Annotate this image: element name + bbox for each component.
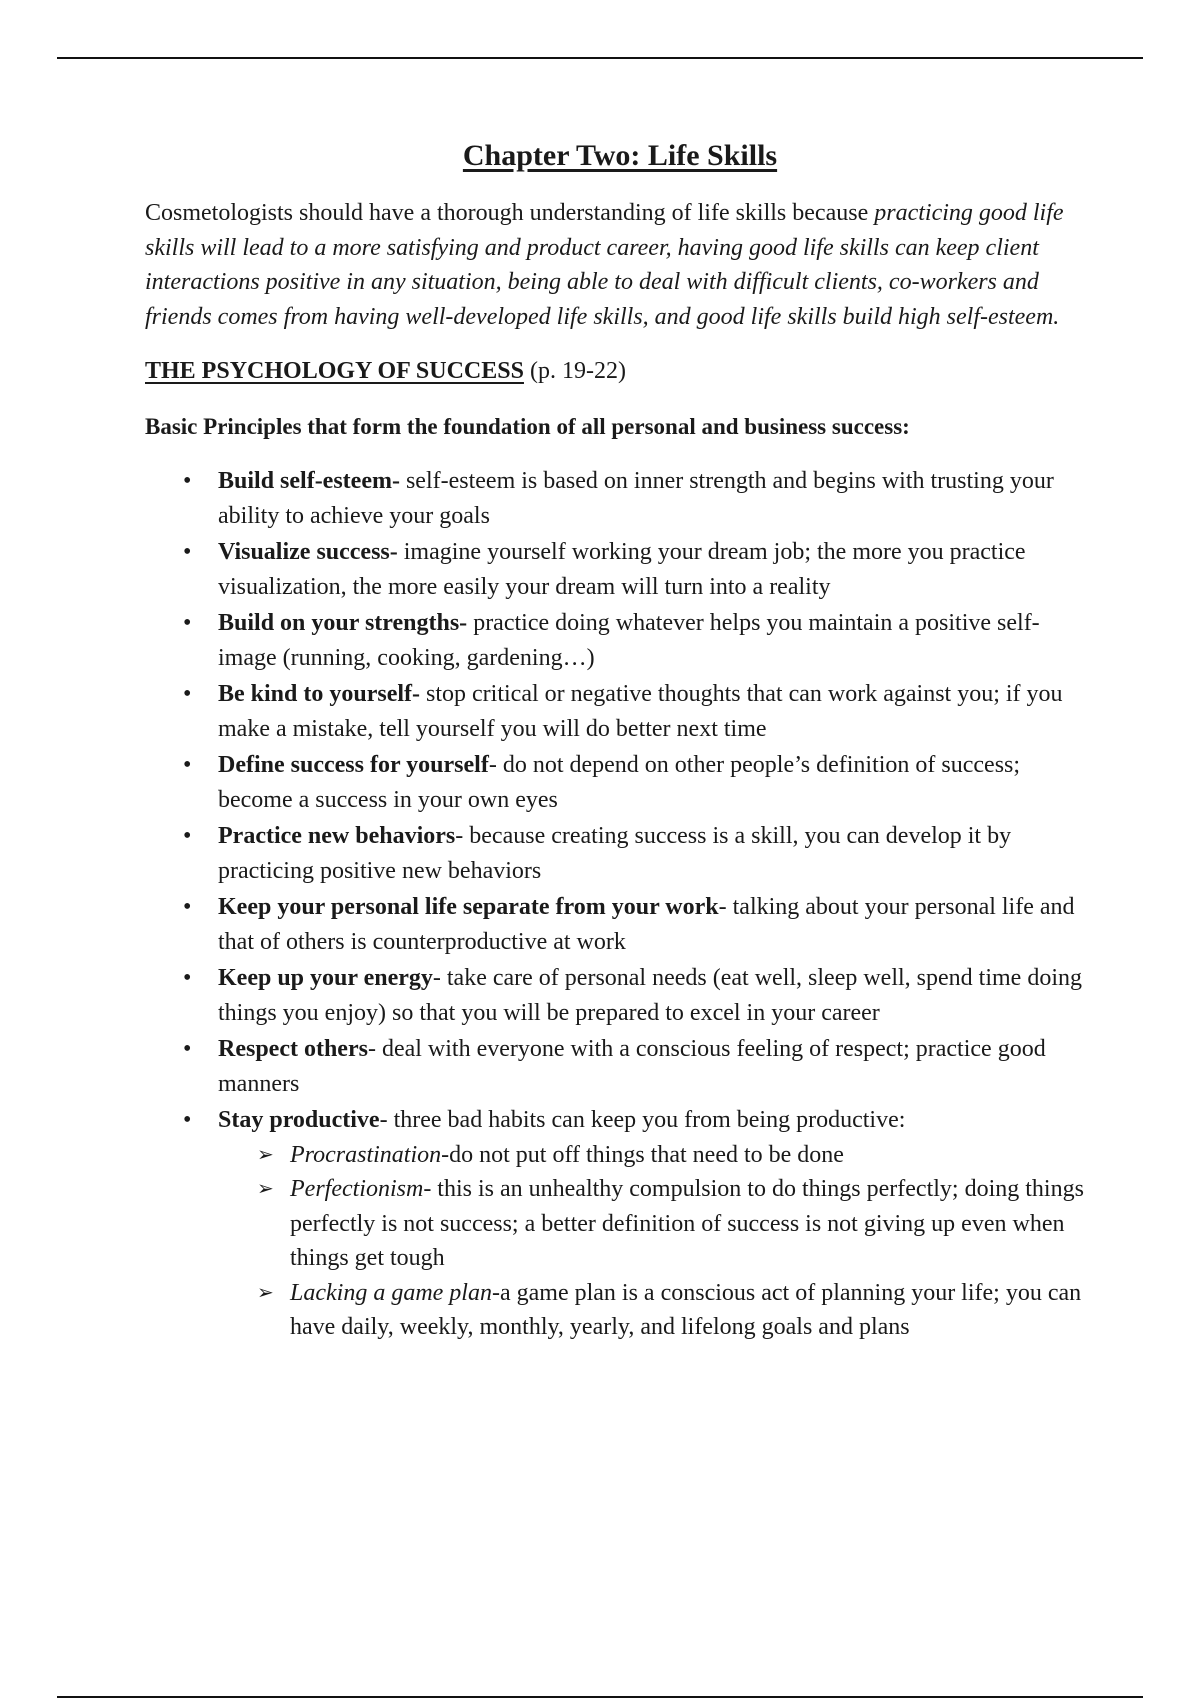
bullet-icon: • xyxy=(183,610,192,636)
list-item: • Keep up your energy- take care of personal needs (eat well, sleep well, spend time doing things you enjoy) so that you will be prepared to excel in your career xyxy=(145,961,1095,1030)
list-item: • Define success for yourself- do not depend on other people’s definition of success; become a success in your own eyes xyxy=(145,748,1095,817)
bullet-icon: • xyxy=(183,965,192,991)
bullet-icon: • xyxy=(183,894,192,920)
list-item: • Build self-esteem- self-esteem is based on inner strength and begins with trusting your ability to achieve your goals xyxy=(145,464,1095,533)
sub-list-item: ➢ Perfectionism- this is an unhealthy compulsion to do things perfectly; doing things perfectly is not success; a better definition of success is not giving up even when things get tough xyxy=(218,1172,1095,1276)
section-pages: (p. 19-22) xyxy=(523,358,626,384)
list-item: • Stay productive- three bad habits can keep you from being productive: ➢ Procrastination-do not put off things that need to be done ➢ Perfectionism- this is an unhealthy compulsion to do things perfectly; doing things perfectly is not success; a better definition of success is not giving up even when things get tough ➢ Lacking a game plan-a game plan is a conscious act of planning your life; you can have daily, weekly, monthly, yearly, and lifelong goals and plans xyxy=(145,1103,1095,1345)
list-item: • Visualize success- imagine yourself working your dream job; the more you practice visualization, the more easily your dream will turn into a reality xyxy=(145,535,1095,604)
bullet-icon: • xyxy=(183,468,192,494)
bad-habits-list xyxy=(218,1138,1095,1345)
arrow-bullet-icon: ➢ xyxy=(257,1178,274,1200)
bullet-icon: • xyxy=(183,1036,192,1062)
arrow-bullet-icon: ➢ xyxy=(257,1281,274,1304)
list-item: • Respect others- deal with everyone with a conscious feeling of respect; practice good manners xyxy=(145,1032,1095,1101)
sub-list-item: ➢ Procrastination-do not put off things that need to be done xyxy=(218,1138,1095,1173)
bullet-icon: • xyxy=(183,752,192,778)
bullet-icon: • xyxy=(183,823,192,849)
principles-list xyxy=(145,464,1095,1345)
bottom-rule xyxy=(57,1696,1143,1698)
section-title: THE PSYCHOLOGY OF SUCCESS xyxy=(145,358,524,384)
page-content xyxy=(145,138,1095,1347)
bullet-icon: • xyxy=(183,1107,192,1133)
bullet-icon: • xyxy=(183,539,192,565)
intro-italic: practicing good life skills will lead to a more satisfying and product career, having good life skills can keep client interactions positive in any situation, being able to deal with difficult clients, co-workers and friends comes from having well-developed life skills, and good life skills build high self-esteem. xyxy=(145,200,1064,330)
intro-lead: Cosmetologists should have a thorough understanding of life skills because xyxy=(145,200,875,226)
list-item: • Be kind to yourself- stop critical or negative thoughts that can work against you; if you make a mistake, tell yourself you will do better next time xyxy=(145,677,1095,746)
principles-subheading: Basic Principles that form the foundation of all personal and business success: xyxy=(145,414,910,439)
intro-paragraph xyxy=(145,196,1095,334)
sub-list-item: ➢ Lacking a game plan-a game plan is a conscious act of planning your life; you can have daily, weekly, monthly, yearly, and lifelong goals and plans xyxy=(218,1276,1095,1345)
page-title: Chapter Two: Life Skills xyxy=(462,139,778,172)
arrow-bullet-icon: ➢ xyxy=(257,1143,274,1166)
list-item: • Build on your strengths- practice doing whatever helps you maintain a positive self-image (running, cooking, gardening…) xyxy=(145,606,1095,675)
section-heading xyxy=(145,354,1095,388)
list-item: • Practice new behaviors- because creating success is a skill, you can develop it by practicing positive new behaviors xyxy=(145,819,1095,888)
top-rule xyxy=(57,57,1143,59)
bullet-icon: • xyxy=(183,681,192,707)
list-item: • Keep your personal life separate from your work- talking about your personal life and that of others is counterproductive at work xyxy=(145,890,1095,959)
